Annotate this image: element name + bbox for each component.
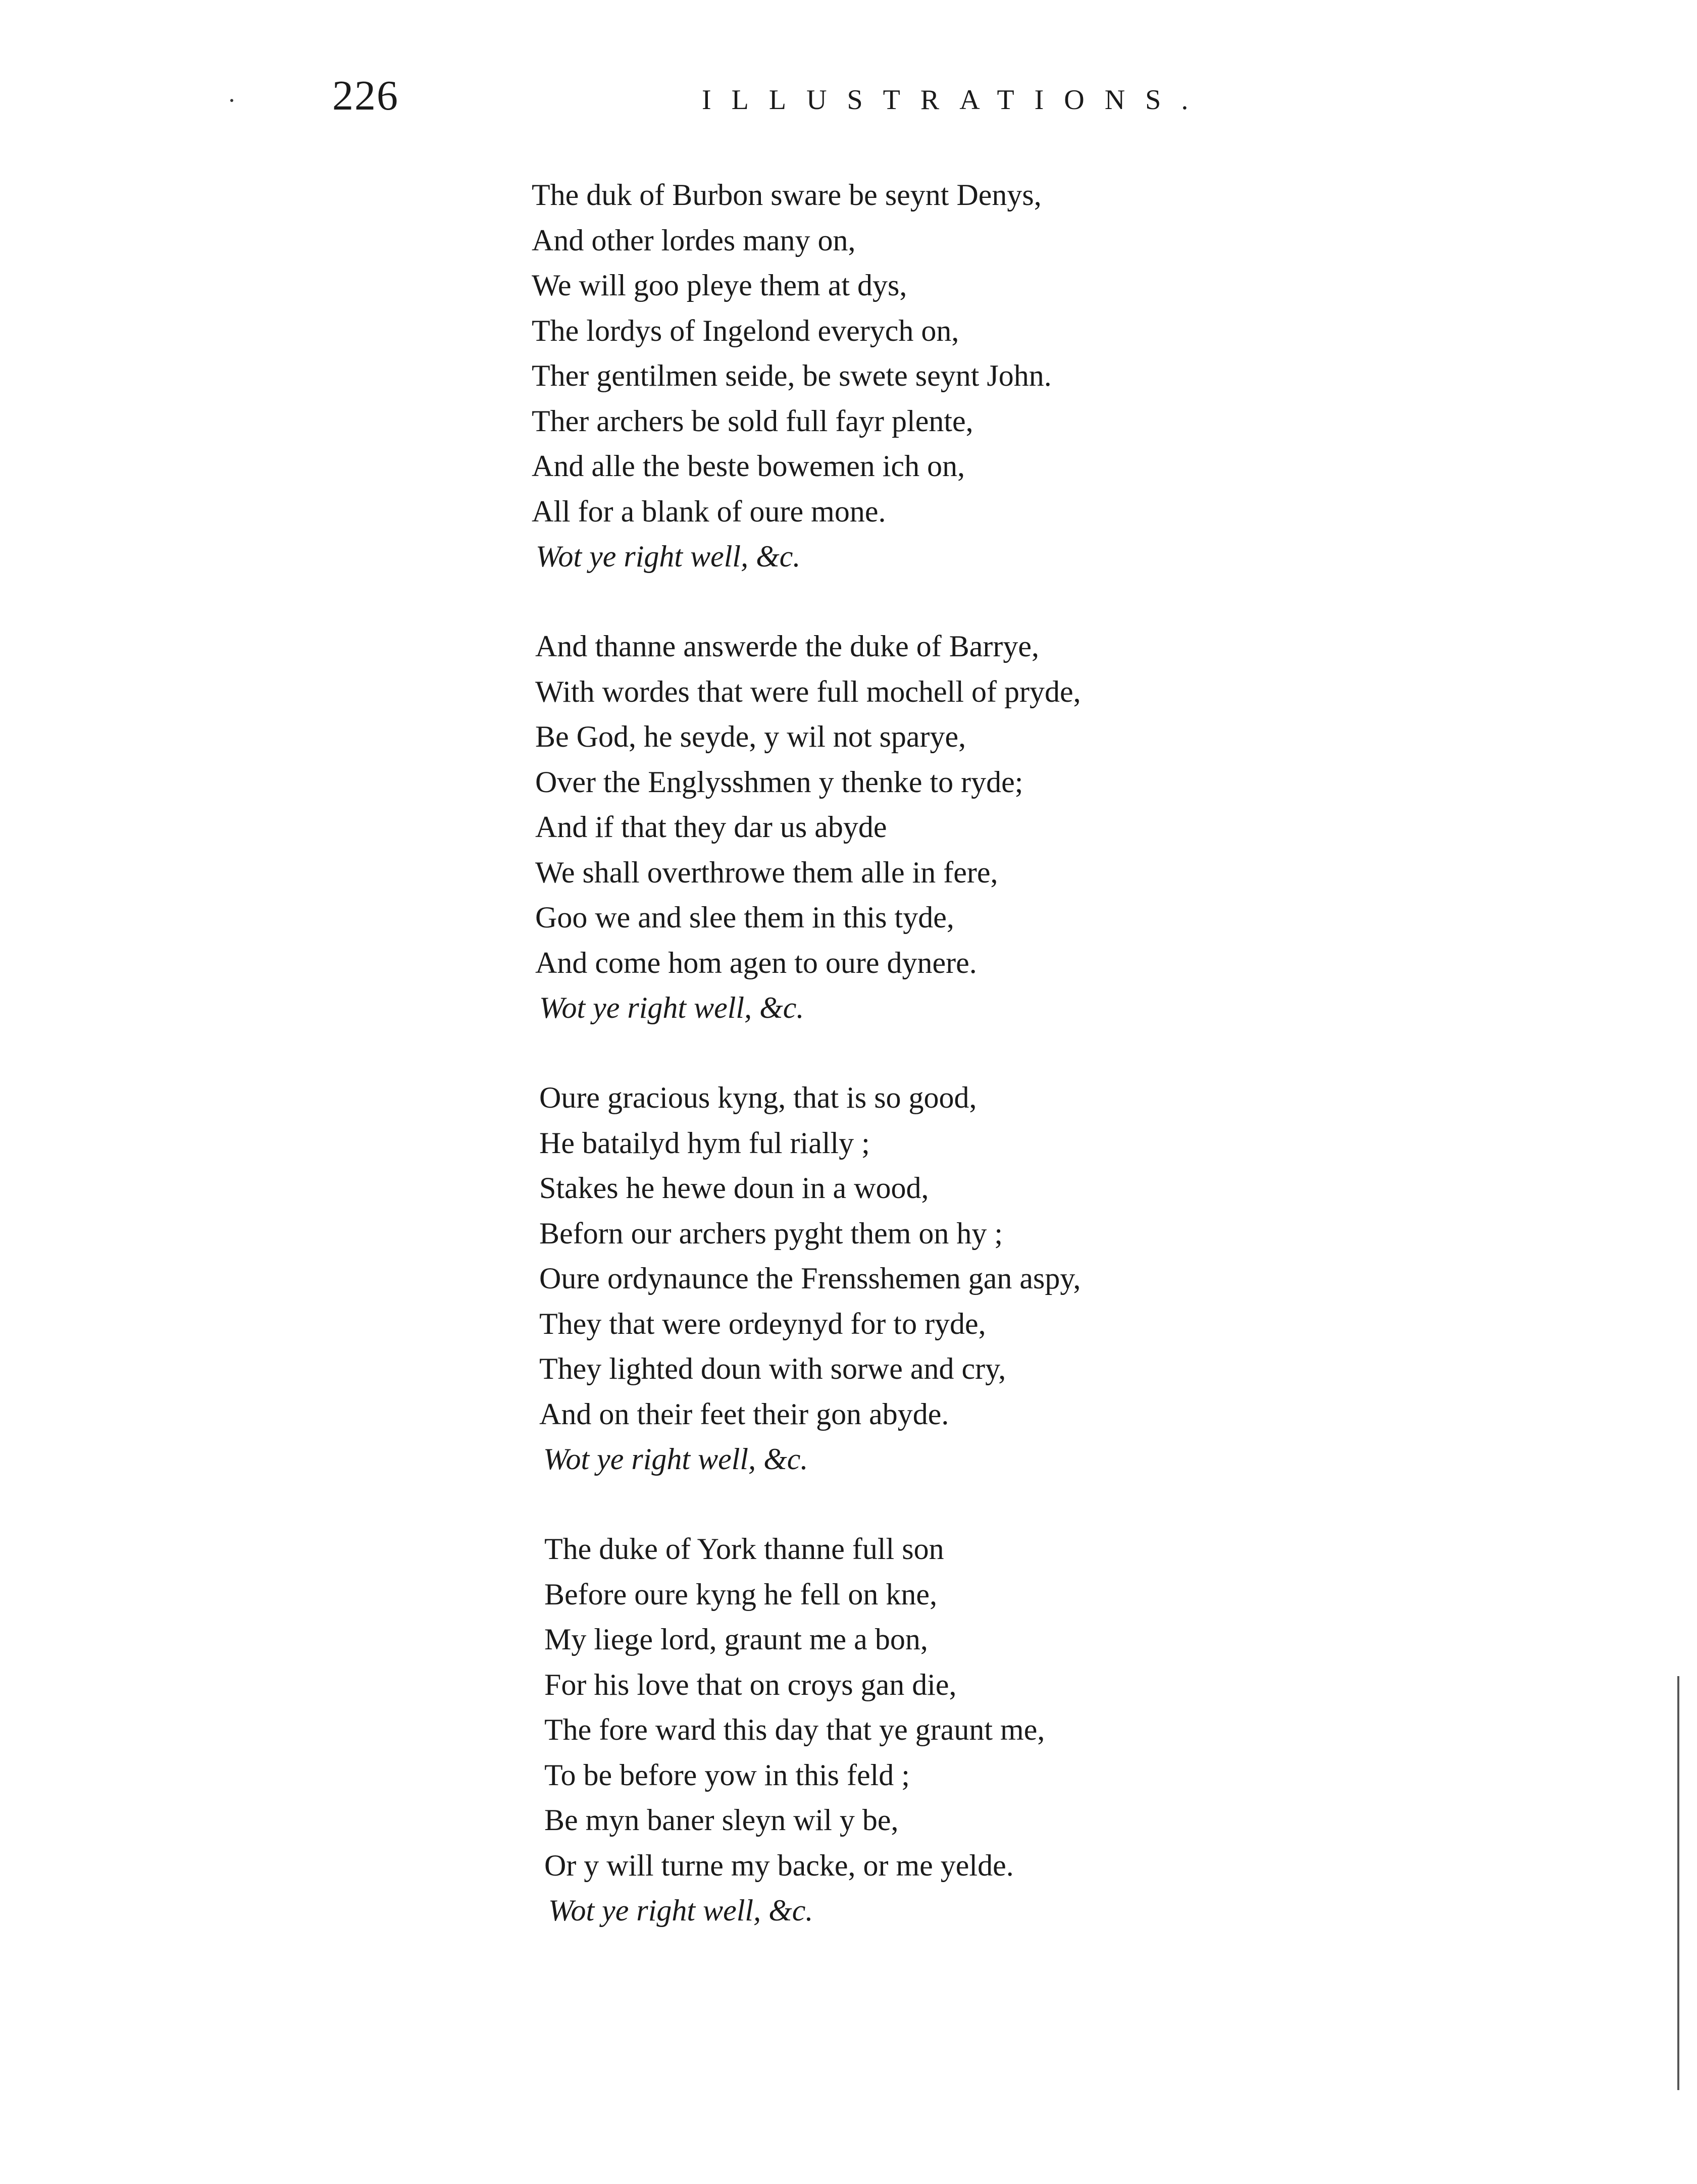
verse-line: The fore ward this day that ye graunt me, — [544, 1713, 1045, 1746]
verse-line: Oure ordynaunce the Frensshemen gan aspy, — [539, 1262, 1081, 1295]
verse-line: They lighted doun with sorwe and cry, — [539, 1352, 1006, 1385]
verse-line: Stakes he hewe doun in a wood, — [539, 1171, 929, 1205]
verse-line: Beforn our archers pyght them on hy ; — [539, 1216, 1003, 1250]
page-edge-rule — [1677, 1676, 1679, 2090]
verse-line: We shall overthrowe them alle in fere, — [535, 855, 998, 889]
verse-line: Goo we and slee them in this tyde, — [535, 901, 954, 934]
verse-line: And thanne answerde the duke of Barrye, — [535, 630, 1039, 663]
verse-line: And come hom agen to oure dynere. — [535, 946, 977, 979]
verse-line: And on their feet their gon abyde. — [539, 1397, 949, 1431]
verse-line: And other lordes many on, — [532, 223, 856, 257]
verse-line: Be God, he seyde, y wil not sparye, — [535, 720, 966, 753]
verse-line: Ther gentilmen seide, be swete seynt John. — [532, 359, 1052, 392]
page-number: 226 — [332, 72, 399, 119]
verse-line: Oure gracious kyng, that is so good, — [539, 1081, 977, 1114]
verse-line: And alle the beste bowemen ich on, — [532, 449, 965, 483]
verse-line: My liege lord, graunt me a bon, — [544, 1623, 928, 1656]
verse-line: He batailyd hym ful rially ; — [539, 1126, 870, 1160]
verse-line: Before oure kyng he fell on kne, — [544, 1577, 938, 1611]
verse-line: They that were ordeynyd for to ryde, — [539, 1307, 986, 1340]
verse-line: For his love that on croys gan die, — [544, 1668, 957, 1701]
stanza — [532, 173, 1052, 580]
stanza — [539, 1075, 1081, 1482]
stanza — [535, 624, 1081, 1031]
running-title: ILLUSTRATIONS. — [702, 84, 1209, 116]
refrain-line: Wot ye right well, &c. — [548, 1894, 813, 1927]
verse-line: Ther archers be sold full fayr plente, — [532, 404, 973, 438]
refrain-line: Wot ye right well, &c. — [536, 540, 801, 573]
verse-line: And if that they dar us abyde — [535, 810, 887, 844]
refrain-line: Wot ye right well, &c. — [539, 991, 804, 1024]
verse-line: With wordes that were full mochell of pryde, — [535, 674, 1081, 708]
margin-speck — [230, 99, 233, 102]
verse-line: To be before yow in this feld ; — [544, 1758, 910, 1792]
verse-line: We will goo pleye them at dys, — [532, 269, 907, 302]
verse-line: Be myn baner sleyn wil y be, — [544, 1803, 899, 1837]
verse-line: Over the Englysshmen y thenke to ryde; — [535, 765, 1023, 799]
stanza — [544, 1527, 1045, 1934]
verse-line: The lordys of Ingelond everych on, — [532, 314, 959, 347]
verse-line: The duk of Burbon sware be seynt Denys, — [532, 178, 1042, 212]
refrain-line: Wot ye right well, &c. — [543, 1442, 808, 1476]
verse-line: Or y will turne my backe, or me yelde. — [544, 1848, 1014, 1882]
verse-line: All for a blank of oure mone. — [532, 494, 886, 528]
verse-line: The duke of York thanne full son — [544, 1532, 944, 1566]
